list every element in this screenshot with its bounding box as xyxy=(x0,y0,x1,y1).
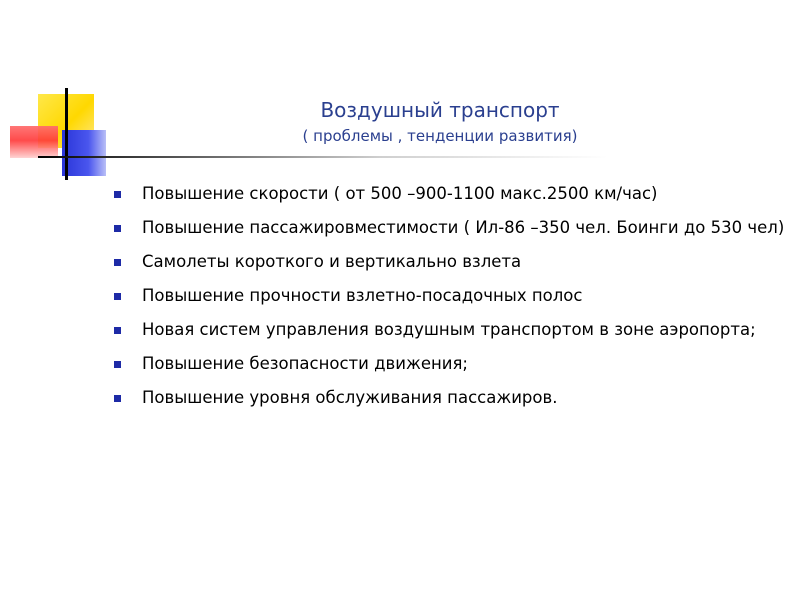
bullet-text: Самолеты короткого и вертикально взлета xyxy=(142,252,522,271)
square-bullet-icon xyxy=(114,293,121,300)
bullet-item xyxy=(110,284,790,308)
bullet-item xyxy=(110,182,790,206)
slide-subtitle: ( проблемы , тенденции развития) xyxy=(302,127,578,145)
bullet-item xyxy=(110,318,790,342)
bullet-text: Новая систем управления воздушным транспортом в зоне аэропорта; xyxy=(142,320,756,339)
bullet-item xyxy=(110,250,790,274)
bullet-text: Повышение безопасности движения; xyxy=(142,354,468,373)
square-bullet-icon xyxy=(114,191,121,198)
square-bullet-icon xyxy=(114,361,121,368)
decorative-vertical-line xyxy=(65,88,68,180)
title-underline xyxy=(38,156,608,158)
bullet-list xyxy=(110,182,790,420)
decorative-blue-square xyxy=(62,130,106,176)
square-bullet-icon xyxy=(114,259,121,266)
slide-title: Воздушный транспорт xyxy=(320,98,560,122)
bullet-item xyxy=(110,352,790,376)
bullet-text: Повышение прочности взлетно-посадочных полос xyxy=(142,286,583,305)
bullet-text: Повышение пассажировместимости ( Ил-86 –350 чел. Боинги до 530 чел) xyxy=(142,218,785,237)
square-bullet-icon xyxy=(114,225,121,232)
square-bullet-icon xyxy=(114,395,121,402)
bullet-text: Повышение уровня обслуживания пассажиров. xyxy=(142,388,558,407)
bullet-item xyxy=(110,386,790,410)
decorative-red-bar xyxy=(10,126,58,158)
bullet-text: Повышение скорости ( от 500 –900-1100 макс.2500 км/час) xyxy=(142,184,658,203)
bullet-item xyxy=(110,216,790,240)
square-bullet-icon xyxy=(114,327,121,334)
